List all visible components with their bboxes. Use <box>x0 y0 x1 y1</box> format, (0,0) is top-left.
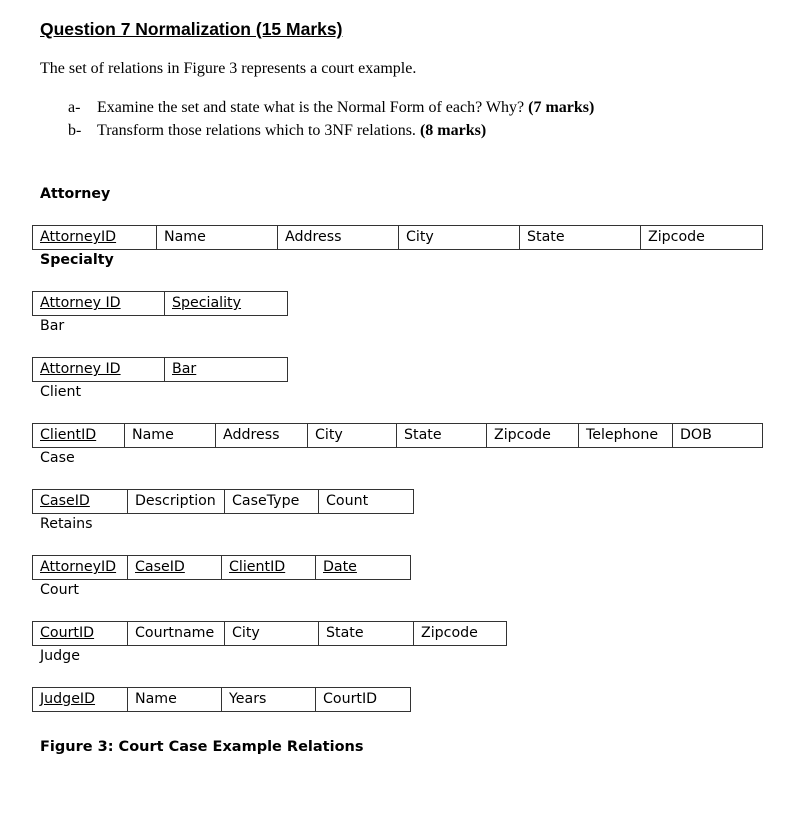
attr-cell: CourtID <box>316 688 411 712</box>
attr-cell: Count <box>319 490 414 514</box>
attr-cell: AttorneyID <box>33 226 157 250</box>
attr-cell: Speciality <box>165 292 288 316</box>
question-a-text: Examine the set and state what is the Normal Form of each? Why? <box>97 99 525 116</box>
question-heading: Question 7 Normalization (15 Marks) <box>40 19 343 39</box>
attr-cell: Address <box>278 226 399 250</box>
relation-court <box>32 621 507 646</box>
relation-label-judge: Judge <box>40 648 80 664</box>
relation-retains <box>32 555 411 580</box>
figure-caption: Figure 3: Court Case Example Relations <box>40 739 364 755</box>
attr-cell: Zipcode <box>414 622 507 646</box>
attr-cell: State <box>520 226 641 250</box>
relation-label-case: Case <box>40 450 75 466</box>
attr-cell: CaseType <box>225 490 319 514</box>
attr-cell: Name <box>128 688 222 712</box>
attr-cell: ClientID <box>222 556 316 580</box>
relation-label-court: Court <box>40 582 79 598</box>
relation-specialty <box>32 291 288 316</box>
attr-cell: Attorney ID <box>33 358 165 382</box>
relation-case <box>32 489 414 514</box>
relation-label-attorney: Attorney <box>40 186 111 202</box>
attr-cell: Zipcode <box>487 424 579 448</box>
attr-cell: Name <box>157 226 278 250</box>
attr-cell: CaseID <box>128 556 222 580</box>
question-a <box>68 99 594 117</box>
question-a-marker: a- <box>68 99 81 116</box>
attr-cell: City <box>225 622 319 646</box>
question-b <box>68 122 486 140</box>
question-b-marks: (8 marks) <box>419 122 487 139</box>
attr-cell: ClientID <box>33 424 125 448</box>
relation-attorney <box>32 225 763 250</box>
relation-bar <box>32 357 288 382</box>
question-b-text: Transform those relations which to 3NF relations. <box>97 122 416 139</box>
attr-cell: Attorney ID <box>33 292 165 316</box>
relation-judge <box>32 687 411 712</box>
question-a-marks: (7 marks) <box>528 99 595 116</box>
attr-cell: CourtID <box>33 622 128 646</box>
relation-label-bar: Bar <box>40 318 65 334</box>
attr-cell: Bar <box>165 358 288 382</box>
attr-cell: Description <box>128 490 225 514</box>
attr-cell: City <box>399 226 520 250</box>
attr-cell: DOB <box>673 424 763 448</box>
attr-cell: State <box>397 424 487 448</box>
attr-cell: Address <box>216 424 308 448</box>
relation-client <box>32 423 763 448</box>
attr-cell: Telephone <box>579 424 673 448</box>
attr-cell: Courtname <box>128 622 225 646</box>
attr-cell: CaseID <box>33 490 128 514</box>
attr-cell: City <box>308 424 397 448</box>
attr-cell: Years <box>222 688 316 712</box>
relation-label-specialty: Specialty <box>40 252 114 268</box>
attr-cell: Date <box>316 556 411 580</box>
attr-cell: State <box>319 622 414 646</box>
attr-cell: Zipcode <box>641 226 763 250</box>
relation-label-client: Client <box>40 384 82 400</box>
attr-cell: Name <box>125 424 216 448</box>
relation-label-retains: Retains <box>40 516 93 532</box>
question-b-marker: b- <box>68 122 82 139</box>
attr-cell: AttorneyID <box>33 556 128 580</box>
intro-text: The set of relations in Figure 3 represents a court example. <box>40 60 417 77</box>
attr-cell: JudgeID <box>33 688 128 712</box>
